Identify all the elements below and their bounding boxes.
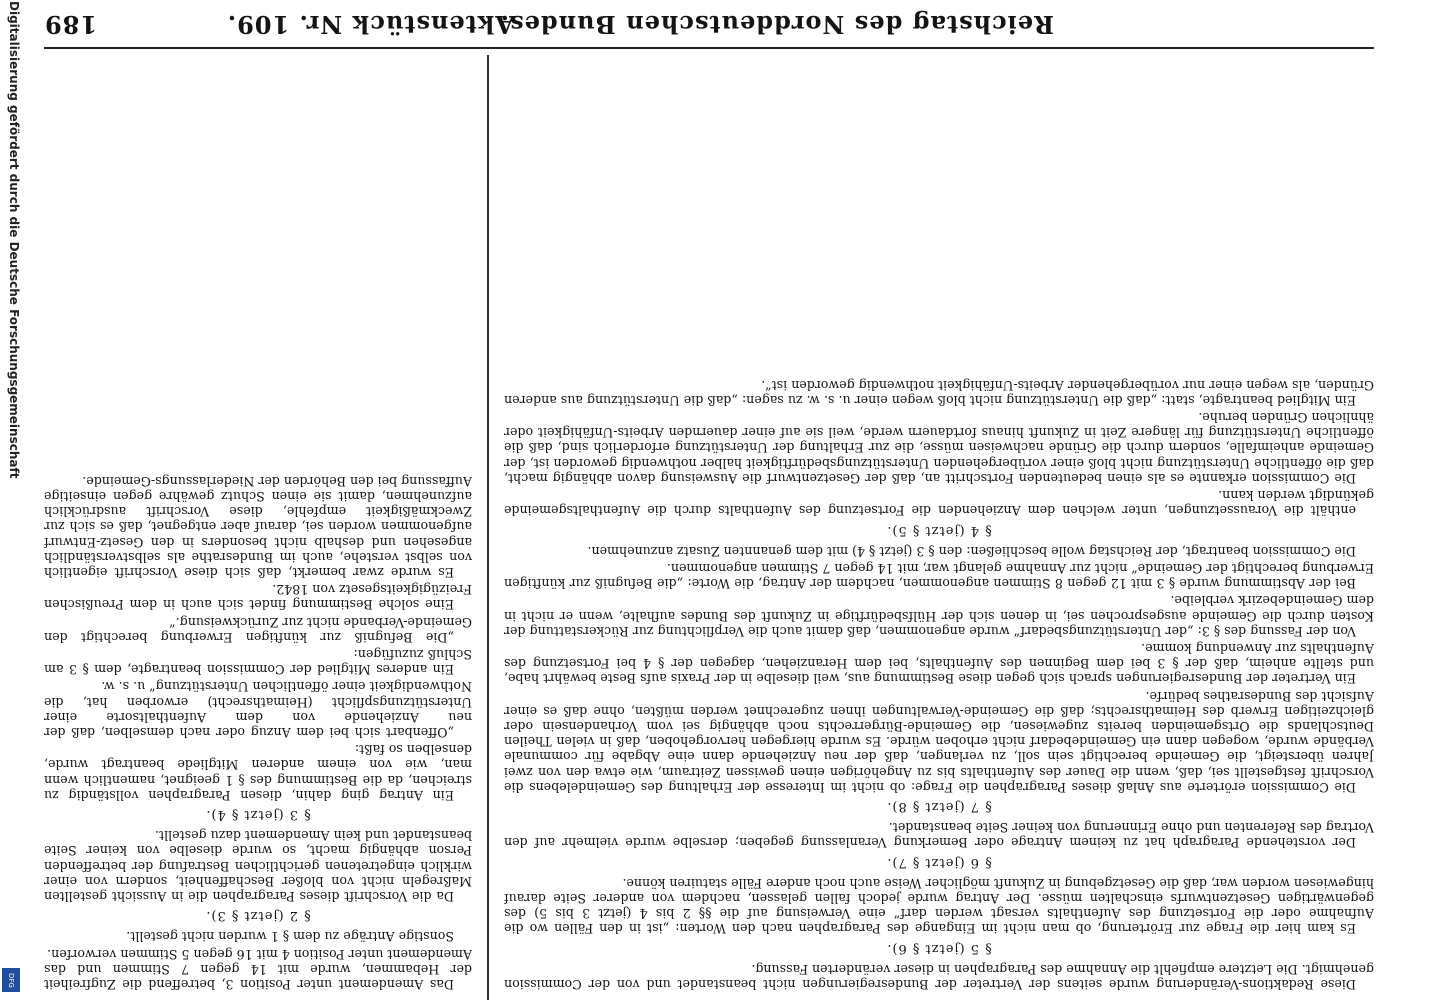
paragraph: Der vorstehende Paragraph hat zu keinem Antrage oder Bemerkung Veranlassung gegeben; derselbe wurde vielmehr auf den Vortrag des Referenten und ohne Erinnerung von keiner Seite beanstandet. bbox=[504, 820, 1374, 851]
footer bbox=[0, 0, 22, 1000]
column-divider bbox=[487, 55, 489, 1000]
paragraph: Sonstige Anträge zu dem § 1 wurden nicht gestellt. bbox=[126, 929, 454, 945]
digitization-credit: Digitalisierung gefördert durch die Deutsche Forschungsgemeinschaft bbox=[7, 1, 21, 479]
dfg-logo: DFG bbox=[2, 968, 20, 992]
footer-strip bbox=[0, 0, 28, 1000]
paragraph: Es kam hier die Frage zur Erörterung, ob man nicht im Eingange des Paragraphen nach den Worten: „ist in den Fällen wo die Aufnahme oder die Fortsetzung des Aufenthalts versagt werden darf“ eine Verweisung auf die §§ 2 bis 4 (jetzt 3 bis 5) des gegenwärtigen Gesetzentwurfs einschalten müsse. Der Antrag wurde jedoch fallen gelassen, nachdem von anderer Seite darauf hingewiesen worden war, daß die Gesetzgebung in Zukunft möglicher Weise auch noch andere Fälle statuiren könne. bbox=[504, 875, 1374, 937]
paragraph: „Die Befugniß zur künftigen Erwerbung berechtigt den Gemeinde-Verbande nicht zur Zurückweisung.“ bbox=[44, 614, 472, 645]
paragraph: Die Commission erörterte aus Anlaß dieses Paragraphen die Frage: ob nicht im Interesse der Erhaltung des Gemeindelebens die Vorschrift festgestellt sei, daß, wenn die Dauer des Aufenthalts bis zu Angehörigen einen gewissen Zeitraum, wie etwa den von zwei Jahren übersteigt, die Gemeinde berechtigt sein soll, zu verlangen, daß der neu Anziehende dann eine Abgabe für communale Verbände wurde, wogegen dann ein Gemeindebedarf nicht erhoben würde. Es wurde hiergegen hervorgehoben, daß in vielen Theilen Deutschlands die Ortsgemeinden bereits zugewiesen, die Gemeinde-Bürgerrechts noch abhängig sei vom Vorhandensein oder gleichzeitigen Erwerb des Heimathsrechts; daß die Gemeinde-Verwaltungen ihnen zugerechnet werden müßten, ohne daß es einer Aufsicht des Bundesrathes bedürfe. bbox=[504, 688, 1374, 795]
section-heading: § 2 (jetzt § 3). bbox=[205, 908, 311, 924]
paragraph: Die Commission beantragt, der Reichstag wolle beschließen: den § 3 (jetzt § 4) mit dem genannten Zusatz anzunehmen. bbox=[587, 543, 1356, 559]
section-heading: § 3 (jetzt § 4). bbox=[205, 806, 311, 822]
paragraph: Ein Vertreter der Bundesregierungen sprach sich gegen diese Bestimmung aus, weil dieselbe in der Praxis aufs Beste bewährt habe, und stellte anheim, daß der § 3 bei dem Beginnen des Aufenthalts, bei dem Heranziehen, dagegen der § 4 bei Fortsetzung des Aufenthalts zur Anwendung komme. bbox=[504, 640, 1374, 687]
paragraph: Es wurde zwar bemerkt, daß sich diese Vorschrift eigentlich von selbst verstehe, auch im Bundesrathe als selbstverständlich angesehen und deshalb nicht besonders in den Gesetz-Entwurf aufgenommen worden sei, darauf aber entgegnet, daß es sich zur Zweckmäßigkeit empfehle, diese Vorschrift ausdrücklich aufzunehmen, damit sie einen Schutz gewähre gegen einseitige Auffassung bei den Behörden der Niederlassungs-Gemeinde. bbox=[44, 473, 472, 580]
paragraph: Ein Antrag ging dahin, diesen Paragraphen vollständig zu streichen, da die Bestimmung des § 1 geeignet, namentlich wenn man, wie von einem anderen Mitgliede beantragt wurde, denselben so faßt: bbox=[44, 742, 472, 803]
paragraph: Da die Vorschrift dieses Paragraphen die in Aussicht gestellten Maßregeln nicht von bloßer Beschaffenheit, sondern von einer wirklich eingetretenen gerichtlichen Bestrafung der betreffenden Person abhängig macht, so wurde dieselbe von keiner Seite beanstandet und kein Amendement dazu gestellt. bbox=[44, 828, 472, 904]
paragraph: Diese Redaktions-Veränderung wurde seitens der Vertreter der Bundesregierungen nicht beanstandet und von der Commission genehmigt. Die Letztere empfiehlt die Annahme des Paragraphen in dieser veränderten Fassung. bbox=[504, 961, 1374, 992]
paragraph: „Offenbart sich bei dem Anzug oder nach demselben, daß der neu Anziehende von dem Aufenthaltsorte einer Unterstützungspflicht (Heimathsrecht) erworben hat, die Nothwendigkeit einer öffentlichen Unterstützung“ u. s. w. bbox=[44, 679, 472, 740]
page-header bbox=[44, 8, 1374, 42]
paragraph: Ein Mitglied beantragte, statt: „daß die Unterstützung nicht bloß wegen einer u. s. w. zu sagen: „daß die Unterstützung aus anderen Gründen, als wegen einer nur vorübergehender Arbeits-Unfähigkeit nothwendig geworden ist“. bbox=[504, 377, 1374, 408]
page-number: 189 bbox=[44, 10, 98, 40]
left-column bbox=[504, 57, 1374, 992]
header-sheet-number: Aktenstück Nr. 109. bbox=[226, 10, 514, 40]
paragraph: Die Commission erkannte es als einen bedeutenden Fortschritt an, daß der Gesetzentwurf die Ausweisung davon abhängig macht, daß die öffentliche Unterstützung nicht bloß einer vorübergehenden Unterstützungsbedürftigkeit halber nothwendig geworden ist, der Gemeinde anheimfalle, sondern durch die Gründe nachweisen müsse, die zur Erhaltung der Unterstützung erforderlich sind, daß die öffentliche Unterstützung für längere Zeit in Zukunft hinaus fortdauern werde, weil sie auf einer dauernden Arbeits-Unfähigkeit oder ähnlichen Gründen beruhe. bbox=[504, 410, 1374, 486]
header-title: Reichstag des Norddeutschen Bundes. bbox=[499, 10, 1054, 40]
section-heading: § 5 (jetzt § 6). bbox=[886, 940, 992, 956]
paragraph: Bei der Abstimmung wurde § 3 mit 12 gegen 8 Stimmen angenommen, nachdem der Antrag, die Worte: „die Befugniß zur künftigen Erwerbung berechtigt der Gemeinde“ nicht zur Annahme gelangt war, mit 14 gegen 7 Stimmen angenommen. bbox=[504, 560, 1374, 592]
paragraph: Von der Fassung des § 3: „der Unterstützungsbedarf“ wurde angenommen, daß damit auch die Verpflichtung zur Rückerstattung der Kosten durch die Gemeinde ausgesprochen sei, in denen sich der Hülfsbedürftige in Zukunft des Bundes aufhalte, wenn er nicht in dem Gemeindebezirk verbleibe. bbox=[504, 593, 1374, 639]
paragraph: Ein anderes Mitglied der Commission beantragte, dem § 3 am Schluß zuzufügen: bbox=[44, 646, 472, 678]
right-column bbox=[44, 57, 472, 992]
section-heading: § 4 (jetzt § 5). bbox=[886, 522, 992, 538]
paragraph: Das Amendement unter Position 3, betreffend die Zugfreiheit der Hebammen, wurde mit 14 gegen 7 Stimmen und das Amendement unter Position 4 mit 16 gegen 5 Stimmen verworfen. bbox=[44, 946, 472, 992]
paragraph: Eine solche Bestimmung findet sich auch in dem Preußischen Freizügigkeitsgesetz von 1842. bbox=[44, 582, 472, 613]
header-rule bbox=[44, 47, 1374, 49]
paragraph: enthält die Voraussetzungen, unter welchen dem Anziehenden die Fortsetzung des Aufenthalts durch die Aufenthaltsgemeinde gekündigt werden kann. bbox=[504, 488, 1374, 519]
section-heading: § 6 (jetzt § 7). bbox=[886, 854, 992, 870]
section-heading: § 7 (jetzt § 8). bbox=[886, 798, 992, 814]
